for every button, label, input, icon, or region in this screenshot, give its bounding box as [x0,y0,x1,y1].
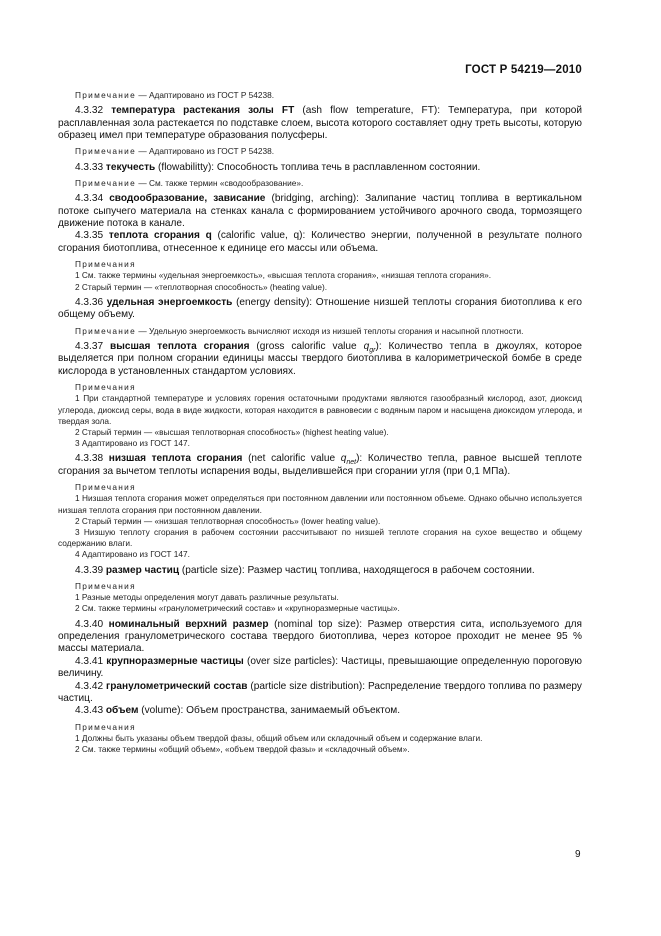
note: Примечание — См. также термин «сводообразование». [75,178,304,189]
term-4-3-37: 4.3.37 высшая теплота сгорания (gross calorific value $q_{gr}$): Количество тепла в джоулях, которое выделяется при полном сгорании единицы массы твердого биотоплива в калориметрической бомбе в среде кислорода в установленных стандартом условиях. [58,340,582,377]
notes-heading: Примечания [75,482,136,493]
note: Примечание — Адаптировано из ГОСТ Р 54238. [75,146,275,157]
term-4-3-34: 4.3.34 сводообразование, зависание (bridging, arching): Залипание частиц топлива в вертикальном потоке сыпучего материала на стенках канала с формированием устойчивого арочного свода, тормозящего движение потока в канале. [58,193,582,230]
term-4-3-32: 4.3.32 температура растекания золы FT (ash flow temperature, FT): Температура, при которой расплавленная зола растекается по подставке слоем, высота которого составляет одну треть высоты, которую образец имел при температуре образования полусферы. [58,105,582,142]
page-body [58,90,582,755]
note-item: 1 См. также термины «удельная энергоемкость», «высшая теплота сгорания», «низшая теплота сгорания». [75,270,492,281]
note-item: 2 См. также термины «общий объем», «объем твердой фазы» и «складочный объем». [75,744,410,755]
notes-heading: Примечания [75,259,136,270]
term-4-3-40: 4.3.40 номинальный верхний размер (nominal top size): Размер отверстия сита, используемого для определения гранулометрического состава твердого биотоплива, через которое проходит не менее 95 % массы материала. [58,618,582,655]
note-item: 3 Адаптировано из ГОСТ 147. [75,438,190,449]
note-item: 1 При стандартной температуре и условиях горения остаточными продуктами являются газообразный кислород, азот, диоксид углерода, диоксид серы, вода в виде жидкости, которая находится в равновесии с водяным паром и насыщена диоксидом углерода, и твердая зола. [58,393,582,426]
document-code: ГОСТ Р 54219—2010 [465,64,582,76]
term-4-3-38: 4.3.38 низшая теплота сгорания (net calorific value $q_{net}$): Количество тепла, равное высшей теплоте сгорания за вычетом теплоты испарения воды, выделившейся при сгорании угля (при 0,1 МПа). [58,453,582,477]
term-4-3-35: 4.3.35 теплота сгорания q (calorific value, q): Количество энергии, полученной в результате полного сгорания биотоплива, отнесенное к единице его массы или объема. [58,230,582,254]
notes-heading: Примечания [75,580,136,591]
term-4-3-41: 4.3.41 крупноразмерные частицы (over size particles): Частицы, превышающие определенную пороговую величину. [58,655,582,680]
note-item: 3 Низшую теплоту сгорания в рабочем состоянии рассчитывают по низшей теплоте сгорания на сухое вещество и общему содержанию влаги. [58,526,582,549]
note-item: 2 См. также термины «гранулометрический состав» и «крупноразмерные частицы». [75,603,400,614]
term-4-3-43: 4.3.43 объем (volume): Объем пространства, занимаемый объектом. [75,705,401,717]
notes-heading: Примечания [75,382,136,393]
note-item: 4 Адаптировано из ГОСТ 147. [75,549,190,560]
notes-heading: Примечания [75,721,136,732]
note-item: 1 Низшая теплота сгорания может определяться при постоянном давлении или постоянном объеме. Однако обычно используется низшая теплота сгорания при постоянном давлении. [58,493,582,515]
page-number: 9 [575,849,581,860]
term-4-3-36: 4.3.36 удельная энергоемкость (energy density): Отношение низшей теплоты сгорания биотоплива к его общему объему. [58,296,582,321]
note: Примечание — Адаптировано из ГОСТ Р 54238. [75,90,275,100]
term-4-3-39: 4.3.39 размер частиц (particle size): Размер частиц топлива, находящегося в рабочем состоянии. [75,564,535,576]
note-item: 2 Старый термин — «теплотворная способность» (heating value). [75,281,328,292]
note: Примечание — Удельную энергоемкость вычисляют исходя из низшей теплоты сгорания и насыпной плотности. [75,325,524,336]
note-item: 2 Старый термин — «низшая теплотворная способность» (lower heating value). [75,515,381,526]
note-item: 1 Разные методы определения могут давать различные результаты. [75,592,339,603]
term-4-3-33: 4.3.33 текучесть (flowabilitty): Способность топлива течь в расплавленном состоянии. [75,161,481,173]
note-item: 1 Должны быть указаны объем твердой фазы, общий объем или складочный объем и содержание влаги. [75,733,483,744]
note-item: 2 Старый термин — «высшая теплотворная способность» (highest heating value). [75,426,389,437]
term-4-3-42: 4.3.42 гранулометрический состав (particle size distribution): Распределение твердого топлива по размеру частиц. [58,680,582,705]
